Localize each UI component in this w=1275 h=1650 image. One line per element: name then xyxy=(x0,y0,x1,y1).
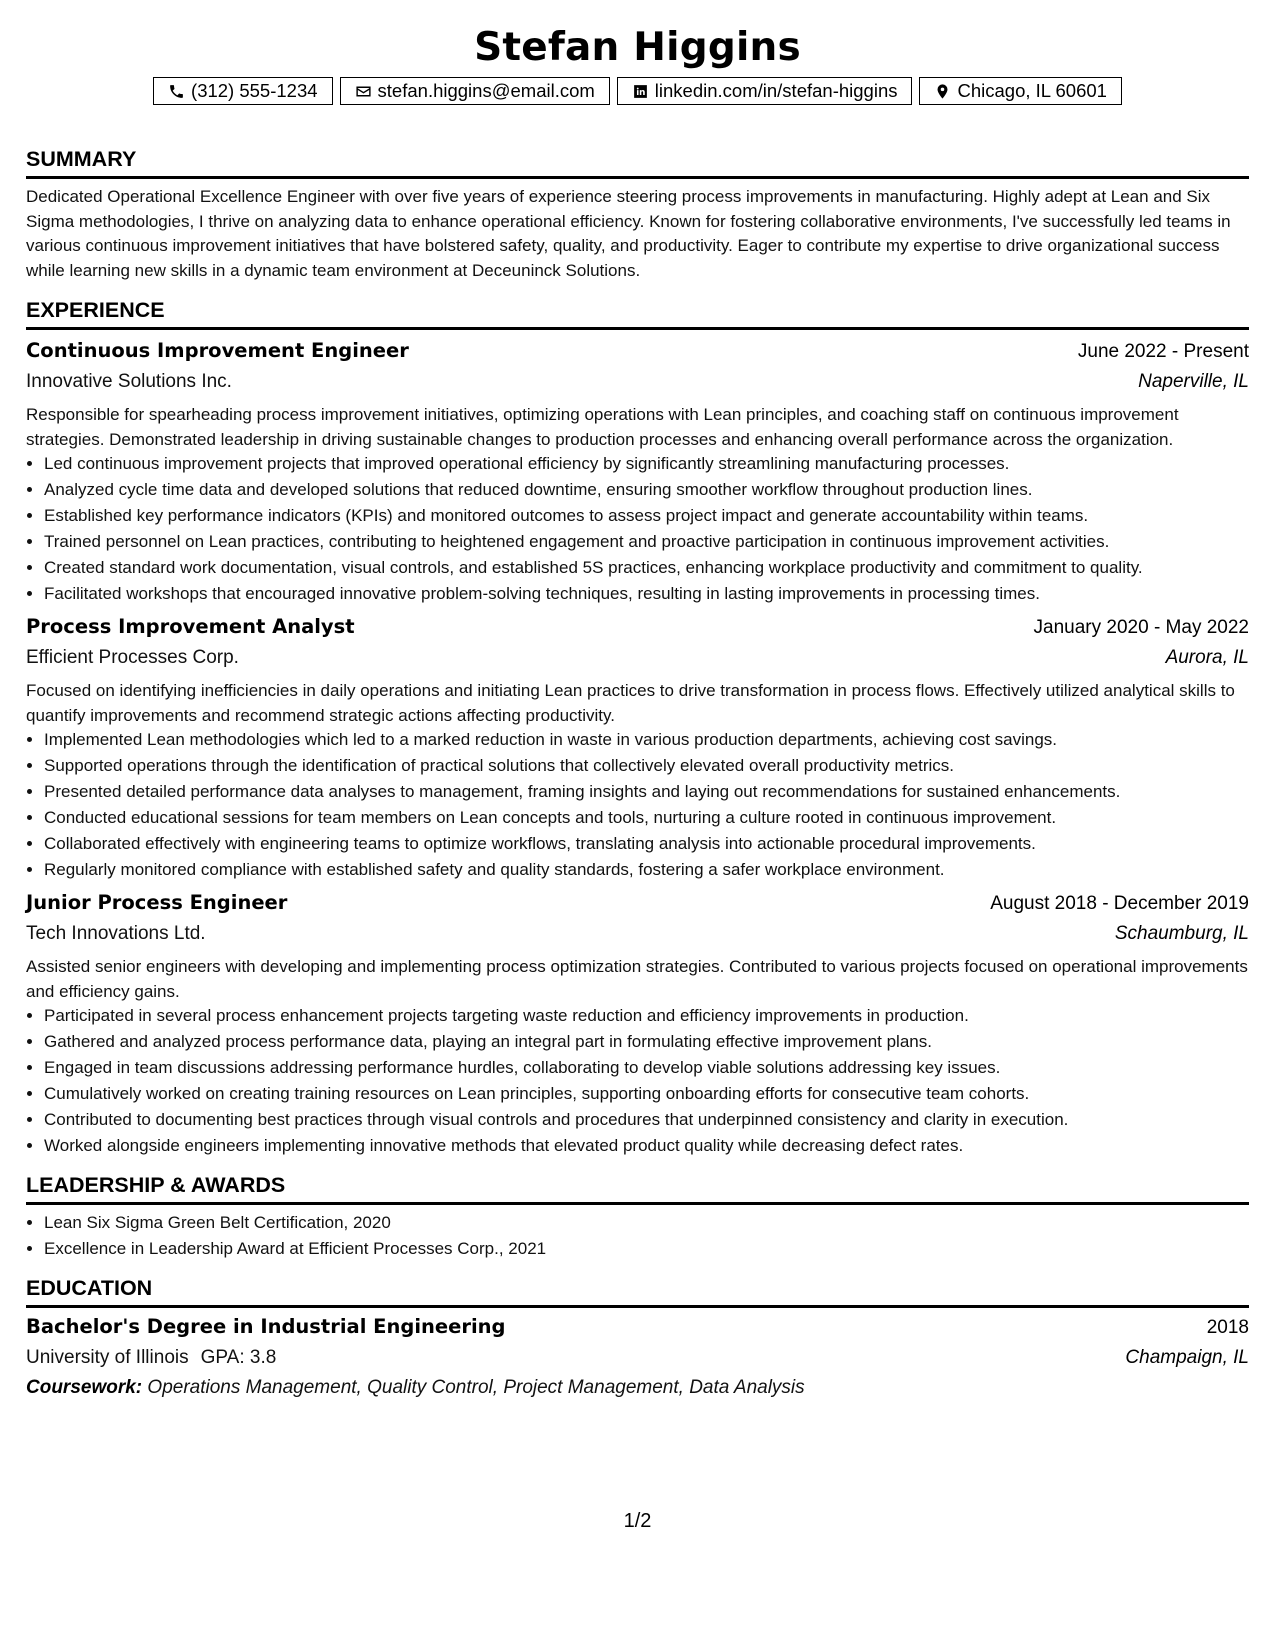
contact-email[interactable] xyxy=(340,77,610,105)
linkedin-icon xyxy=(632,83,649,100)
coursework xyxy=(26,1373,1249,1403)
list-item: • Created standard work documentation, visual controls, and established 5S practices, enhancing workplace productivity and commitment to quality. xyxy=(44,556,1249,580)
list-item: • Trained personnel on Lean practices, contributing to heightened engagement and proactive participation in continuous improvement activities. xyxy=(44,530,1249,554)
job-entry xyxy=(26,612,1249,882)
candidate-name: Stefan Higgins xyxy=(474,25,801,70)
degree-title: Bachelor's Degree in Industrial Engineering xyxy=(26,1315,506,1338)
job-company-row xyxy=(26,367,1249,397)
resume-content xyxy=(26,146,1249,1411)
list-item: • Excellence in Leadership Award at Efficient Processes Corp., 2021 xyxy=(44,1237,1249,1261)
job-header-row xyxy=(26,888,1249,919)
school-info xyxy=(26,1343,276,1373)
list-item: • Participated in several process enhancement projects targeting waste reduction and efficiency improvements in production. xyxy=(44,1004,1249,1028)
job-location: Naperville, IL xyxy=(1138,371,1249,392)
job-header-row xyxy=(26,336,1249,367)
contact-linkedin[interactable] xyxy=(617,77,913,105)
list-item: • Engaged in team discussions addressing performance hurdles, collaborating to develop viable solutions addressing key issues. xyxy=(44,1056,1249,1080)
contact-phone-text: (312) 555-1234 xyxy=(191,80,318,101)
section-title-experience: EXPERIENCE xyxy=(26,297,1249,330)
list-item: • Established key performance indicators (KPIs) and monitored outcomes to assess project impact and generate accountability within teams. xyxy=(44,504,1249,528)
job-dates: January 2020 - May 2022 xyxy=(1033,617,1249,638)
contact-email-text[interactable]: stefan.higgins@email.com xyxy=(377,80,595,101)
section-title-education: EDUCATION xyxy=(26,1275,1249,1308)
list-item: • Implemented Lean methodologies which led to a marked reduction in waste in various production departments, achieving cost savings. xyxy=(44,728,1249,752)
job-entry xyxy=(26,888,1249,1158)
page-number: 1/2 xyxy=(623,1510,652,1532)
graduation-year: 2018 xyxy=(1206,1317,1249,1338)
list-item: • Worked alongside engineers implementing innovative methods that elevated product quality while decreasing defect rates. xyxy=(44,1134,1249,1158)
job-bullets xyxy=(26,452,1249,606)
list-item: • Conducted educational sessions for team members on Lean concepts and tools, nurturing a culture rooted in continuous improvement. xyxy=(44,806,1249,830)
job-company: Innovative Solutions Inc. xyxy=(26,371,232,392)
job-location: Aurora, IL xyxy=(1165,647,1249,668)
school-location: Champaign, IL xyxy=(1125,1347,1249,1368)
job-title: Continuous Improvement Engineer xyxy=(26,339,409,362)
gpa: GPA: 3.8 xyxy=(200,1347,277,1368)
job-description: Assisted senior engineers with developing and implementing process optimization strategies. Contributed to various projects focused on operational improvements and efficiency gains. xyxy=(26,957,1248,1001)
envelope-icon xyxy=(355,83,372,100)
job-description: Focused on identifying inefficiencies in daily operations and initiating Lean practices to drive transformation in process flows. Effectively utilized analytical skills to quantify improvements and recommend strategic actions affecting productivity. xyxy=(26,681,1235,725)
summary-section xyxy=(26,146,1249,283)
education-school-row xyxy=(26,1343,1249,1373)
job-description: Responsible for spearheading process improvement initiatives, optimizing operations with Lean principles, and coaching staff on continuous improvement strategies. Demonstrated leadership in driving sustainable changes to production processes and enhancing overall performance across the organization. xyxy=(26,405,1179,449)
map-pin-icon xyxy=(934,83,951,100)
contact-linkedin-text[interactable]: linkedin.com/in/stefan-higgins xyxy=(654,80,898,101)
job-company: Efficient Processes Corp. xyxy=(26,647,239,668)
list-item: • Presented detailed performance data analyses to management, framing insights and laying out recommendations for sustained enhancements. xyxy=(44,780,1249,804)
list-item: • Analyzed cycle time data and developed solutions that reduced downtime, ensuring smoother workflow throughout production lines. xyxy=(44,478,1249,502)
job-company: Tech Innovations Ltd. xyxy=(26,923,206,944)
experience-section xyxy=(26,297,1249,1158)
summary-text: Dedicated Operational Excellence Engineer with over five years of experience steering process improvements in manufacturing. Highly adept at Lean and Six Sigma methodologies, I thrive on analyzing data to enhance operational efficiency. Known for fostering collaborative environments, I've successfully led teams in various continuous improvement initiatives that have bolstered safety, quality, and productivity. Eager to contribute my expertise to drive organizational success while learning new skills in a dynamic team environment at Deceuninck Solutions. xyxy=(26,187,1231,280)
list-item: • Gathered and analyzed process performance data, playing an integral part in formulating effective improvement plans. xyxy=(44,1030,1249,1054)
list-item: • Facilitated workshops that encouraged innovative problem-solving techniques, resulting in lasting improvements in processing times. xyxy=(44,582,1249,606)
education-header-row xyxy=(26,1312,1249,1343)
list-item: • Supported operations through the identification of practical solutions that collectively elevated overall productivity metrics. xyxy=(44,754,1249,778)
job-company-row xyxy=(26,643,1249,673)
job-entry xyxy=(26,336,1249,606)
job-dates: August 2018 - December 2019 xyxy=(990,893,1249,914)
job-title: Process Improvement Analyst xyxy=(26,615,355,638)
contact-location-text: Chicago, IL 60601 xyxy=(957,80,1107,101)
resume-header xyxy=(0,0,1275,105)
coursework-list: Operations Management, Quality Control, Project Management, Data Analysis xyxy=(147,1377,805,1398)
job-company-row xyxy=(26,919,1249,949)
list-item: • Regularly monitored compliance with established safety and quality standards, fostering a safer workplace environment. xyxy=(44,858,1249,882)
job-dates: June 2022 - Present xyxy=(1077,341,1249,362)
education-section xyxy=(26,1275,1249,1403)
job-title: Junior Process Engineer xyxy=(26,891,288,914)
phone-icon xyxy=(168,83,185,100)
job-bullets xyxy=(26,1004,1249,1158)
contact-bar xyxy=(0,77,1275,105)
list-item: • Cumulatively worked on creating training resources on Lean principles, supporting onboarding efforts for consecutive team cohorts. xyxy=(44,1082,1249,1106)
job-location: Schaumburg, IL xyxy=(1114,923,1249,944)
section-title-awards: LEADERSHIP & AWARDS xyxy=(26,1172,1249,1205)
list-item: • Contributed to documenting best practices through visual controls and procedures that underpinned consistency and clarity in execution. xyxy=(44,1108,1249,1132)
awards-section xyxy=(26,1172,1249,1261)
list-item: • Lean Six Sigma Green Belt Certification, 2020 xyxy=(44,1211,1249,1235)
contact-location xyxy=(919,77,1121,105)
list-item: • Collaborated effectively with engineering teams to optimize workflows, translating analysis into actionable procedural improvements. xyxy=(44,832,1249,856)
job-header-row xyxy=(26,612,1249,643)
contact-phone xyxy=(153,77,333,105)
section-title-summary: SUMMARY xyxy=(26,146,1249,179)
awards-list xyxy=(26,1211,1249,1261)
coursework-label: Coursework: xyxy=(26,1377,143,1398)
job-bullets xyxy=(26,728,1249,882)
list-item: • Led continuous improvement projects that improved operational efficiency by significantly streamlining manufacturing processes. xyxy=(44,452,1249,476)
school-name: University of Illinois xyxy=(26,1347,189,1368)
